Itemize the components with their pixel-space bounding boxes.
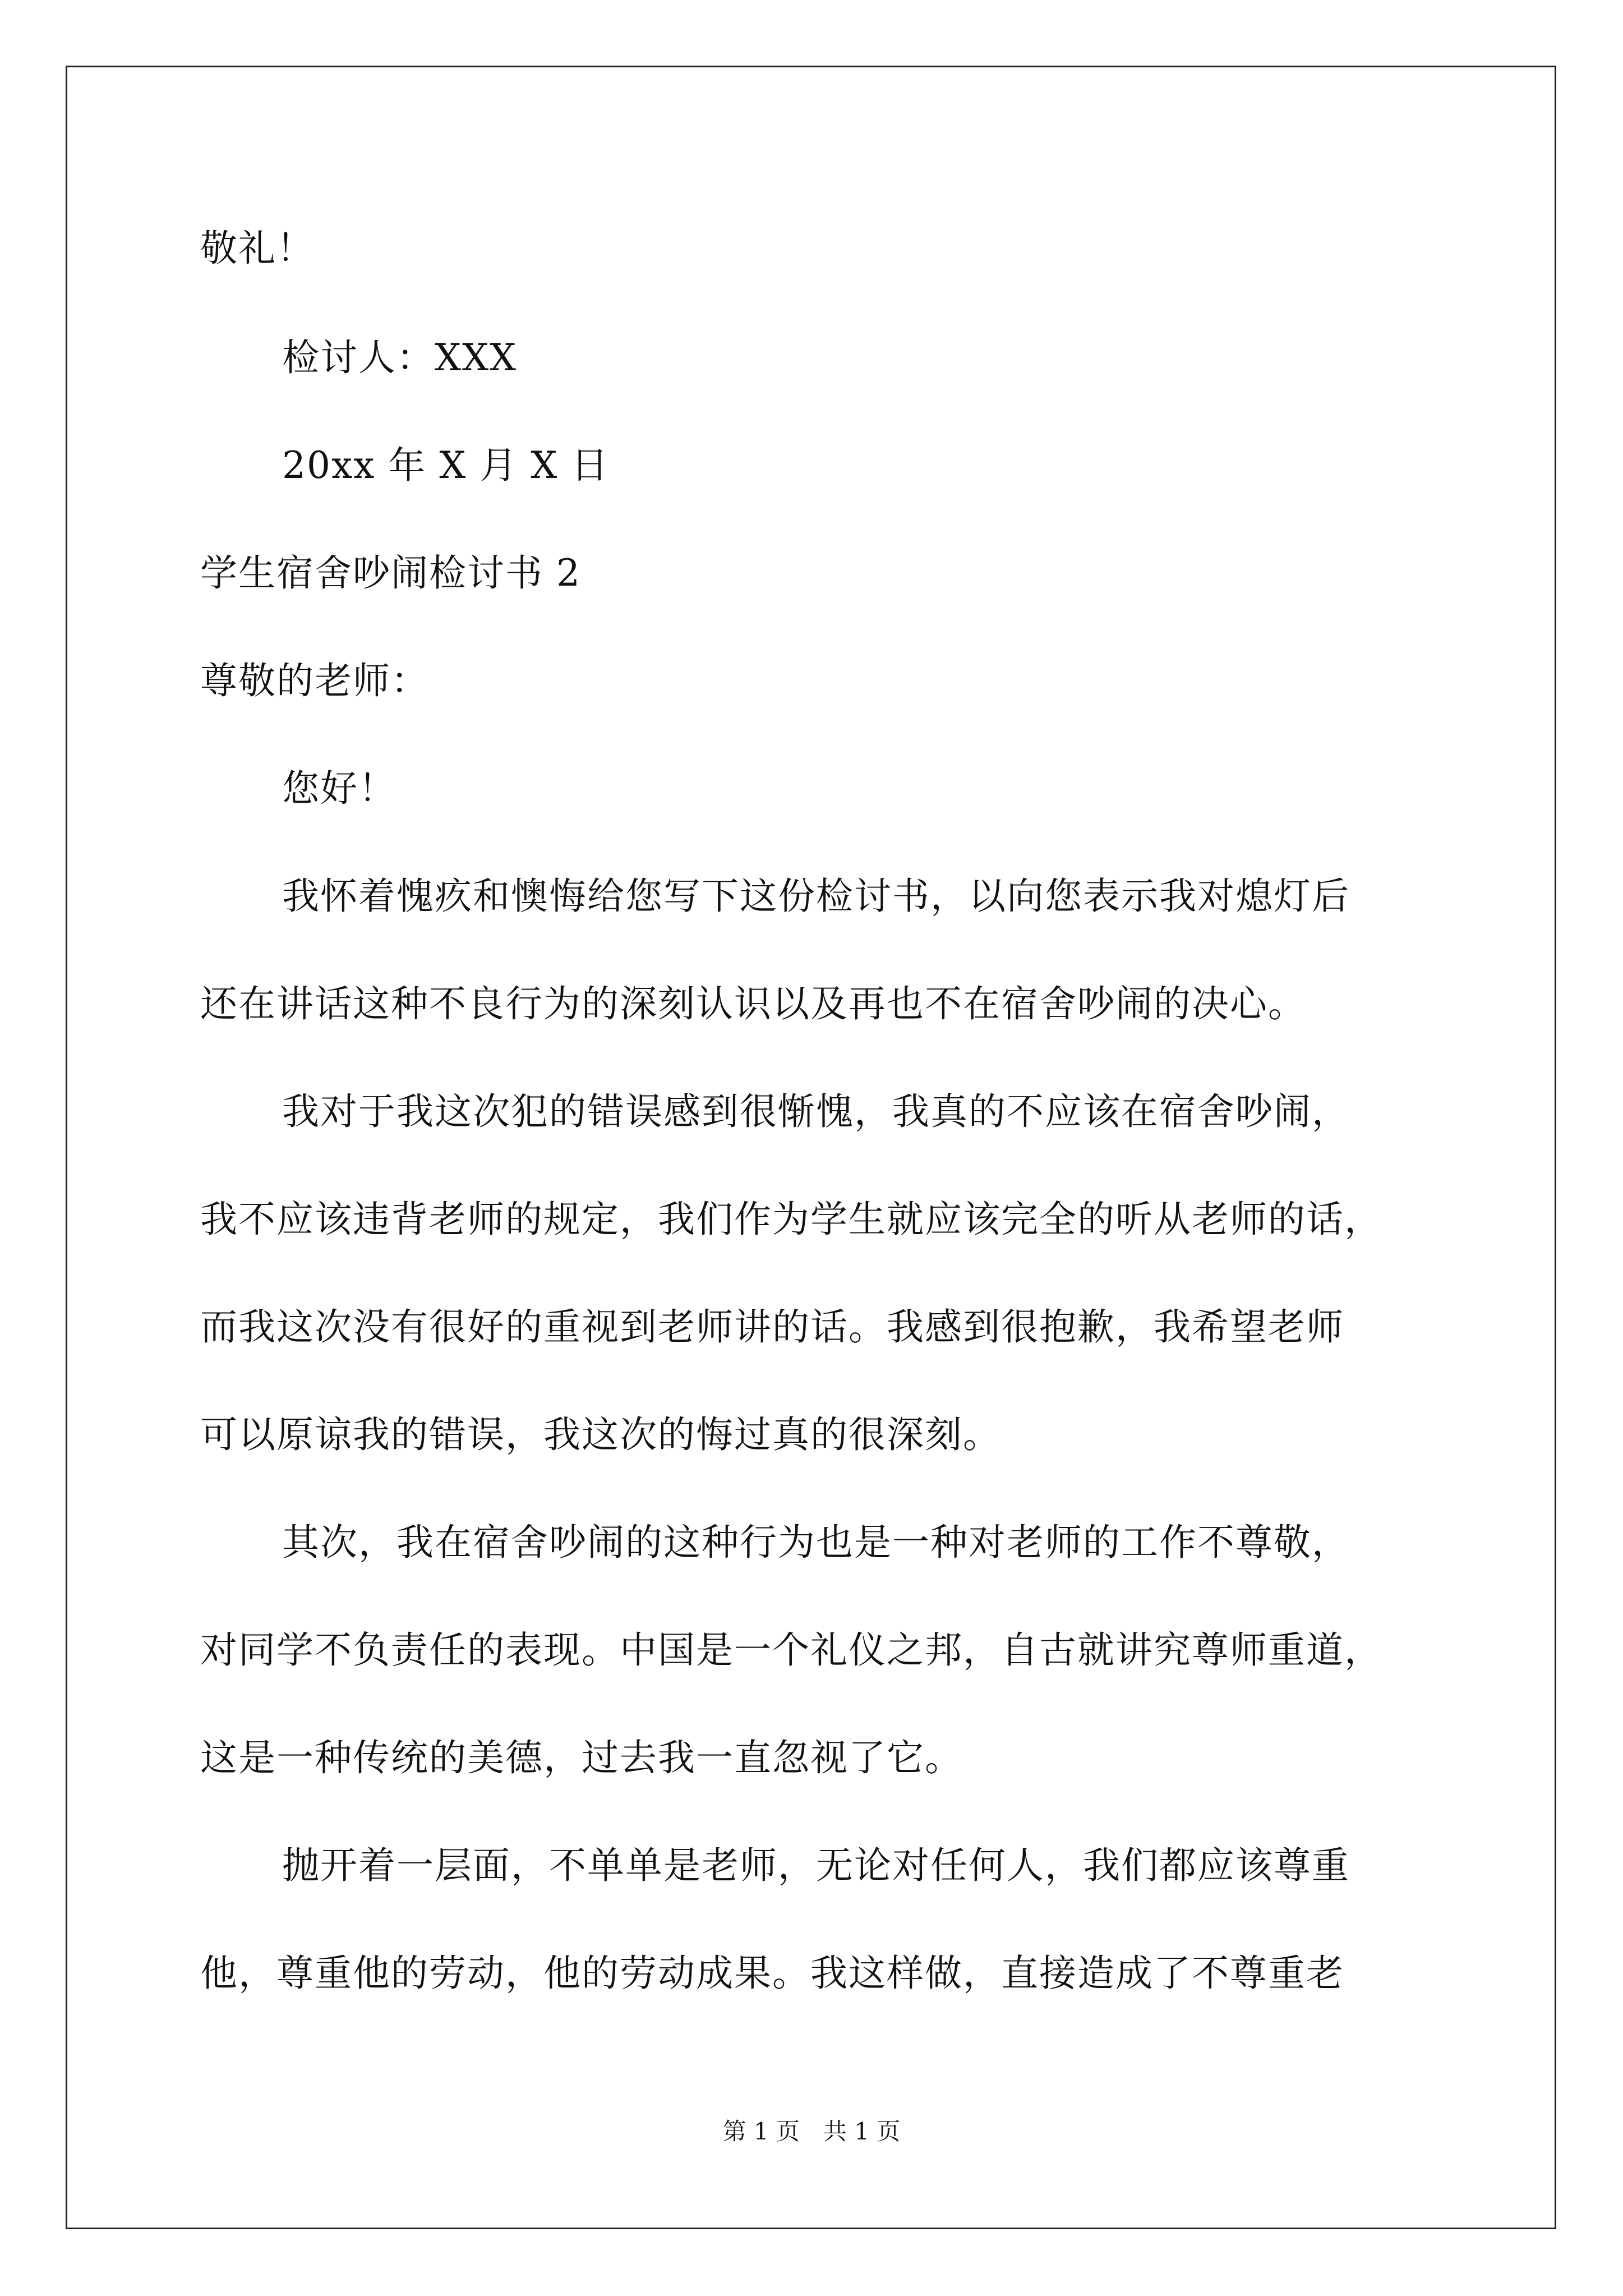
paragraph-line: 我对于我这次犯的错误感到很惭愧，我真的不应该在宿舍吵闹，	[282, 1090, 1350, 1133]
paragraph-line: 对同学不负责任的表现。中国是一个礼仪之邦，自古就讲究尊师重道，	[200, 1628, 1382, 1672]
greeting: 您好！	[282, 767, 396, 810]
paragraph-line: 这是一种传统的美德，过去我一直忽视了它。	[200, 1736, 963, 1779]
page-border	[66, 66, 1556, 2229]
document-title: 学生宿舍吵闹检讨书 2	[200, 551, 581, 595]
closing-salutation: 敬礼！	[200, 227, 315, 270]
paragraph-line: 其次，我在宿舍吵闹的这种行为也是一种对老师的工作不尊敬，	[282, 1521, 1350, 1564]
paragraph-line: 我怀着愧疚和懊悔给您写下这份检讨书，以向您表示我对熄灯后	[282, 875, 1350, 918]
paragraph-line: 而我这次没有很好的重视到老师讲的话。我感到很抱歉，我希望老师	[200, 1305, 1344, 1349]
signature-line: 检讨人：XXX	[282, 336, 517, 379]
paragraph-line: 可以原谅我的错误，我这次的悔过真的很深刻。	[200, 1413, 1001, 1456]
date-line: 20xx 年 X 月 X 日	[282, 444, 610, 487]
paragraph-line: 抛开着一层面，不单单是老师，无论对任何人，我们都应该尊重	[282, 1844, 1350, 1887]
paragraph-line: 还在讲话这种不良行为的深刻认识以及再也不在宿舍吵闹的决心。	[200, 982, 1306, 1025]
paragraph-line: 我不应该违背老师的规定，我们作为学生就应该完全的听从老师的话，	[200, 1198, 1382, 1241]
salutation: 尊敬的老师：	[200, 659, 429, 702]
page-footer: 第 1 页 共 1 页	[722, 2118, 901, 2145]
paragraph-line: 他，尊重他的劳动，他的劳动成果。我这样做，直接造成了不尊重老	[200, 1952, 1344, 1995]
